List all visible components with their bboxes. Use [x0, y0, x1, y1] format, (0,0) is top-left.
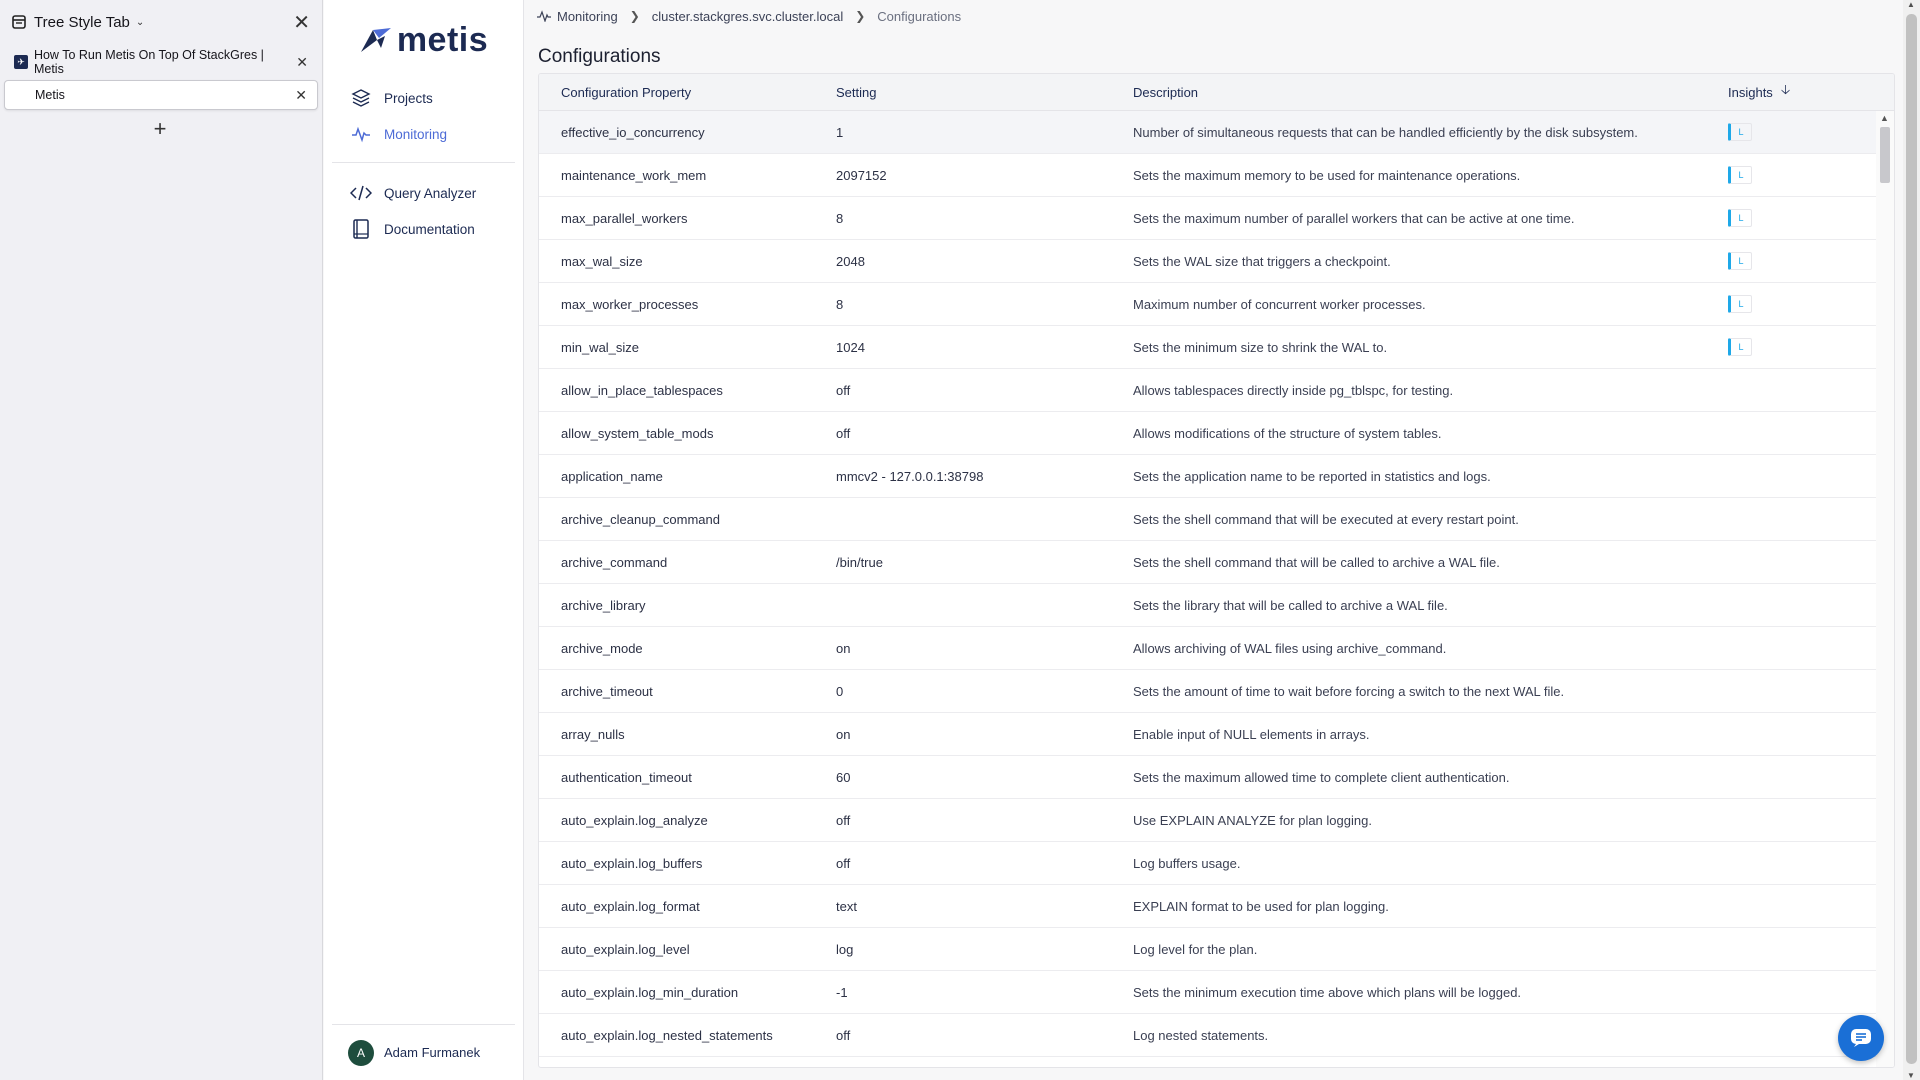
- nav-label: Monitoring: [384, 126, 448, 142]
- configurations-table: [538, 73, 1895, 1068]
- cell-setting: text: [836, 898, 857, 914]
- cell-setting: off: [836, 812, 851, 828]
- cell-insights: [1728, 166, 1876, 184]
- page-title: Configurations: [538, 46, 661, 67]
- cell-property: archive_mode: [561, 640, 643, 656]
- table-row[interactable]: [539, 756, 1876, 799]
- cell-property: maintenance_work_mem: [561, 167, 707, 183]
- cell-property: auto_explain.log_analyze: [561, 812, 708, 828]
- close-panel-icon[interactable]: ✕: [293, 11, 310, 34]
- table-header: [539, 74, 1894, 111]
- cell-description: Number of simultaneous requests that can be handled efficiently by the disk subsystem.: [1133, 124, 1638, 140]
- sort-arrow-down-icon[interactable]: 🡣: [1780, 82, 1791, 97]
- cell-description: Maximum number of concurrent worker processes.: [1133, 296, 1426, 312]
- tst-title[interactable]: Tree Style Tab: [34, 13, 130, 31]
- code-icon: [350, 182, 372, 204]
- close-tab-icon[interactable]: ✕: [296, 53, 308, 70]
- cell-insights: [1728, 209, 1876, 227]
- nav-label: Projects: [384, 90, 433, 106]
- table-row[interactable]: [539, 326, 1876, 369]
- pulse-icon: [350, 123, 372, 145]
- cell-description: Sets the minimum size to shrink the WAL to.: [1133, 339, 1388, 355]
- nav-secondary: [324, 175, 523, 247]
- nav-item-monitoring[interactable]: [332, 116, 515, 152]
- cell-setting: on: [836, 640, 851, 656]
- cell-description: Allows tablespaces directly inside pg_tblspc, for testing.: [1133, 382, 1454, 398]
- logo-text: metis: [396, 20, 489, 59]
- cell-property: application_name: [561, 468, 663, 484]
- breadcrumb-monitoring[interactable]: Monitoring: [557, 8, 618, 24]
- cell-property: max_wal_size: [561, 253, 643, 269]
- scroll-up-icon[interactable]: ▲: [1907, 0, 1915, 9]
- panel-icon: [12, 15, 26, 29]
- nav-item-documentation[interactable]: [332, 211, 515, 247]
- cell-description: Allows modifications of the structure of system tables.: [1133, 425, 1442, 441]
- table-row[interactable]: [539, 928, 1876, 971]
- metis-logo[interactable]: [324, 0, 523, 80]
- metis-logo-mark-icon: [359, 26, 393, 54]
- cell-property: archive_cleanup_command: [561, 511, 720, 527]
- scroll-thumb[interactable]: [1880, 127, 1890, 183]
- cell-property: auto_explain.log_format: [561, 898, 700, 914]
- table-row[interactable]: [539, 885, 1876, 928]
- table-row[interactable]: [539, 498, 1876, 541]
- tst-tab-active[interactable]: [4, 80, 318, 110]
- nav-divider: [332, 162, 515, 163]
- header-description[interactable]: Description: [1133, 84, 1199, 100]
- cell-description: Sets the library that will be called to archive a WAL file.: [1133, 597, 1448, 613]
- cell-property: archive_command: [561, 554, 668, 570]
- avatar: A: [348, 1040, 374, 1066]
- table-row[interactable]: [539, 584, 1876, 627]
- breadcrumb-cluster[interactable]: cluster.stackgres.svc.cluster.local: [651, 8, 844, 24]
- table-row[interactable]: [539, 541, 1876, 584]
- breadcrumb: [525, 0, 1903, 32]
- tst-tab-label: Metis: [35, 88, 65, 102]
- cell-description: Allows archiving of WAL files using archive_command.: [1133, 640, 1447, 656]
- chevron-right-icon: ❯: [855, 9, 866, 23]
- chevron-right-icon: ❯: [629, 9, 640, 23]
- cell-description: Sets the maximum allowed time to complete client authentication.: [1133, 769, 1510, 785]
- cell-description: Use EXPLAIN ANALYZE for plan logging.: [1133, 812, 1372, 828]
- cell-description: Log nested statements.: [1133, 1027, 1269, 1043]
- table-row[interactable]: [539, 670, 1876, 713]
- cell-setting: /bin/true: [836, 554, 883, 570]
- insight-badge[interactable]: L: [1728, 166, 1752, 184]
- scroll-thumb[interactable]: [1906, 14, 1917, 1064]
- insight-badge[interactable]: L: [1728, 338, 1752, 356]
- table-row[interactable]: [539, 713, 1876, 756]
- cell-property: auto_explain.log_buffers: [561, 855, 703, 871]
- nav-item-query-analyzer[interactable]: [332, 175, 515, 211]
- nav-label: Documentation: [384, 221, 475, 237]
- nav-item-projects[interactable]: [332, 80, 515, 116]
- chevron-down-icon[interactable]: ⌄: [135, 16, 145, 28]
- insight-badge[interactable]: L: [1728, 123, 1752, 141]
- chat-icon: [1850, 1028, 1872, 1048]
- cell-property: allow_in_place_tablespaces: [561, 382, 723, 398]
- cell-description: Sets the maximum number of parallel workers that can be active at one time.: [1133, 210, 1575, 226]
- table-row[interactable]: [539, 154, 1876, 197]
- cell-property: auto_explain.log_min_duration: [561, 984, 739, 1000]
- cell-description: Enable input of NULL elements in arrays.: [1133, 726, 1370, 742]
- cell-setting: off: [836, 855, 851, 871]
- table-row[interactable]: [539, 369, 1876, 412]
- metis-favicon-icon: ✈: [14, 55, 28, 69]
- cell-property: authentication_timeout: [561, 769, 692, 785]
- scroll-down-icon[interactable]: ▼: [1907, 1071, 1915, 1080]
- tree-style-tab-panel: [0, 0, 323, 1080]
- cell-property: allow_system_table_mods: [561, 425, 714, 441]
- table-row[interactable]: [539, 197, 1876, 240]
- breadcrumb-current: Configurations: [877, 8, 962, 24]
- window-scrollbar[interactable]: [1903, 0, 1920, 1080]
- table-row[interactable]: [539, 1014, 1876, 1057]
- header-setting[interactable]: Setting: [836, 84, 877, 100]
- cell-setting: off: [836, 425, 851, 441]
- cell-description: Log level for the plan.: [1133, 941, 1258, 957]
- cell-setting: 0: [836, 683, 844, 699]
- table-scrollbar[interactable]: [1876, 111, 1894, 1067]
- main-content: [525, 0, 1903, 1080]
- cell-setting: 8: [836, 210, 844, 226]
- cell-setting: mmcv2 - 127.0.0.1:38798: [836, 468, 984, 484]
- cell-description: Log buffers usage.: [1133, 855, 1241, 871]
- table-row[interactable]: [539, 111, 1876, 154]
- cell-setting: 1024: [836, 339, 865, 355]
- table-row[interactable]: [539, 283, 1876, 326]
- insight-badge[interactable]: L: [1728, 209, 1752, 227]
- cell-description: Sets the WAL size that triggers a checkpoint.: [1133, 253, 1391, 269]
- table-row[interactable]: [539, 455, 1876, 498]
- cell-property: archive_timeout: [561, 683, 653, 699]
- cell-description: Sets the amount of time to wait before forcing a switch to the next WAL file.: [1133, 683, 1565, 699]
- table-row[interactable]: [539, 842, 1876, 885]
- tst-tab-label: How To Run Metis On Top Of StackGres | Metis: [33, 48, 264, 76]
- nav-label: Query Analyzer: [384, 185, 477, 201]
- cell-setting: off: [836, 1027, 851, 1043]
- table-row[interactable]: [539, 799, 1876, 842]
- header-insights[interactable]: [1728, 81, 1894, 103]
- cell-insights: [1728, 295, 1876, 313]
- close-tab-icon[interactable]: ✕: [295, 86, 307, 103]
- cell-setting: 1: [836, 124, 844, 140]
- cell-insights: [1728, 123, 1876, 141]
- tst-header: [0, 0, 322, 44]
- cell-setting: 8: [836, 296, 844, 312]
- user-name: Adam Furmanek: [384, 1045, 481, 1060]
- chat-support-button[interactable]: [1838, 1015, 1884, 1061]
- cell-setting: on: [836, 726, 851, 742]
- cell-property: max_parallel_workers: [561, 210, 688, 226]
- header-property[interactable]: Configuration Property: [561, 84, 692, 100]
- blank-favicon-icon: [15, 88, 29, 102]
- user-profile[interactable]: [332, 1024, 515, 1080]
- cell-description: Sets the application name to be reported in statistics and logs.: [1133, 468, 1491, 484]
- cell-property: effective_io_concurrency: [561, 124, 705, 140]
- insight-badge[interactable]: L: [1728, 252, 1752, 270]
- cell-setting: log: [836, 941, 854, 957]
- cell-setting: off: [836, 382, 851, 398]
- cell-setting: -1: [836, 984, 848, 1000]
- new-tab-plus-icon[interactable]: +: [153, 116, 167, 141]
- nav-primary: [324, 80, 523, 152]
- cell-property: array_nulls: [561, 726, 625, 742]
- cell-property: auto_explain.log_level: [561, 941, 690, 957]
- cell-insights: [1728, 252, 1876, 270]
- cell-description: Sets the maximum memory to be used for maintenance operations.: [1133, 167, 1521, 183]
- cell-description: Sets the shell command that will be called to archive a WAL file.: [1133, 554, 1500, 570]
- cell-description: Sets the shell command that will be executed at every restart point.: [1133, 511, 1519, 527]
- layers-icon: [350, 87, 372, 109]
- book-icon: [350, 218, 372, 240]
- insight-badge[interactable]: L: [1728, 295, 1752, 313]
- tst-tab[interactable]: [4, 47, 318, 77]
- pulse-icon: [537, 10, 551, 22]
- app-sidebar: [324, 0, 524, 1080]
- cell-setting: 2048: [836, 253, 865, 269]
- header-insights-label: Insights: [1728, 84, 1773, 100]
- cell-insights: [1728, 338, 1876, 356]
- table-row[interactable]: [539, 412, 1876, 455]
- table-body: [539, 111, 1876, 1067]
- cell-property: max_worker_processes: [561, 296, 699, 312]
- scroll-up-icon[interactable]: ▲: [1880, 113, 1889, 123]
- cell-property: auto_explain.log_nested_statements: [561, 1027, 773, 1043]
- table-row[interactable]: [539, 627, 1876, 670]
- cell-setting: 60: [836, 769, 851, 785]
- cell-setting: 2097152: [836, 167, 887, 183]
- cell-description: Sets the minimum execution time above which plans will be logged.: [1133, 984, 1522, 1000]
- table-row[interactable]: [539, 240, 1876, 283]
- cell-property: min_wal_size: [561, 339, 640, 355]
- table-row[interactable]: [539, 971, 1876, 1014]
- cell-property: archive_library: [561, 597, 646, 613]
- cell-description: EXPLAIN format to be used for plan logging.: [1133, 898, 1389, 914]
